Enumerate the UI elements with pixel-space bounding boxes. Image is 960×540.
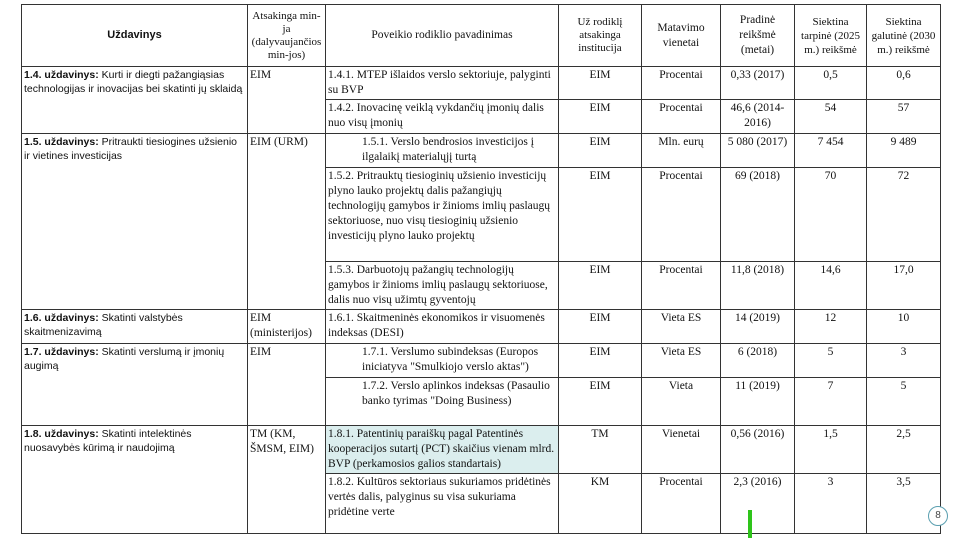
indicator-target-2030: 17,0 [867, 262, 941, 310]
indicator-baseline: 46,6 (2014-2016) [721, 100, 795, 134]
indicator-target-2025: 12 [795, 310, 867, 344]
indicator-institution: EIM [559, 67, 642, 100]
indicator-baseline: 2,3 (2016) [721, 474, 795, 534]
indicator-unit: Vienetai [642, 426, 721, 474]
header-indicator-institution: Už rodiklį atsakinga institucija [559, 5, 642, 67]
task-label: 1.5. uždavinys: [24, 136, 99, 148]
task-institution: EIM (ministerijos) [248, 310, 326, 344]
indicator-target-2025: 14,6 [795, 262, 867, 310]
indicator-baseline: 5 080 (2017) [721, 134, 795, 168]
indicator-baseline: 0,33 (2017) [721, 67, 795, 100]
indicator-unit: Procentai [642, 474, 721, 534]
table-row [22, 134, 941, 168]
indicator-name: 1.4.1. MTEP išlaidos verslo sektoriuje, palyginti su BVP [326, 67, 559, 100]
header-indicator: Poveikio rodiklio pavadinimas [326, 5, 559, 67]
indicator-name: 1.6.1. Skaitmeninės ekonomikos ir visuomenės indeksas (DESI) [326, 310, 559, 344]
header-target-2030: Siektina galutinė (2030 m.) reikšmė [867, 5, 941, 67]
indicator-target-2025: 0,5 [795, 67, 867, 100]
indicator-target-2025: 54 [795, 100, 867, 134]
indicator-name: 1.4.2. Inovacinę veiklą vykdančių įmonių dalis nuo visų įmonių [326, 100, 559, 134]
indicator-target-2030: 2,5 [867, 426, 941, 474]
indicator-institution: EIM [559, 262, 642, 310]
indicator-table [21, 4, 941, 534]
indicator-institution: EIM [559, 168, 642, 262]
task-institution: EIM [248, 344, 326, 426]
task-text: Skatinti verslumą ir įmonių augimą [24, 346, 225, 372]
table-row [22, 310, 941, 344]
indicator-institution: EIM [559, 344, 642, 378]
indicator-institution: KM [559, 474, 642, 534]
task-text: Kurti ir diegti pažangiąsias technologijas ir inovacijas bei skatinti jų sklaidą [24, 69, 243, 95]
header-baseline: Pradinė reikšmė (metai) [721, 5, 795, 67]
indicator-name: 1.8.2. Kultūros sektoriaus sukuriamos pridėtinės vertės dalis, palyginus su visa sukuriama pridėtine verte [326, 474, 559, 534]
indicator-name: 1.5.2. Pritrauktų tiesioginių užsienio investicijų plyno lauko projektų dalis pažangiųjų technologijų gamybos ir žinioms imlių paslaugų sektoriuose, nuo visų tiesioginių užsienio investicijų plyno lauko projektų [326, 168, 559, 262]
indicator-target-2030: 0,6 [867, 67, 941, 100]
indicator-baseline: 0,56 (2016) [721, 426, 795, 474]
indicator-baseline: 6 (2018) [721, 344, 795, 378]
indicator-institution: EIM [559, 310, 642, 344]
indicator-unit: Procentai [642, 67, 721, 100]
header-row [22, 5, 941, 67]
task-text: Skatinti valstybės skaitmenizavimą [24, 312, 183, 338]
task-cell [22, 344, 248, 426]
indicator-name: 1.5.1. Verslo bendrosios investicijos į ilgalaikį materialųjį turtą [326, 134, 559, 168]
indicator-unit: Mln. eurų [642, 134, 721, 168]
task-institution: TM (KM, ŠMSM, EIM) [248, 426, 326, 534]
header-unit: Matavimo vienetai [642, 5, 721, 67]
indicator-unit: Procentai [642, 262, 721, 310]
indicator-target-2025: 7 454 [795, 134, 867, 168]
indicator-unit: Procentai [642, 168, 721, 262]
indicator-institution: EIM [559, 378, 642, 426]
table-row [22, 67, 941, 100]
task-institution: EIM [248, 67, 326, 134]
indicator-institution: EIM [559, 134, 642, 168]
table-row [22, 426, 941, 474]
task-cell [22, 310, 248, 344]
page-number-badge: 8 [928, 506, 948, 526]
indicator-target-2030: 10 [867, 310, 941, 344]
indicator-unit: Vieta ES [642, 344, 721, 378]
task-cell [22, 67, 248, 134]
indicator-table-page [21, 4, 940, 534]
indicator-name: 1.7.2. Verslo aplinkos indeksas (Pasaulio banko tyrimas "Doing Business) [326, 378, 559, 426]
task-cell [22, 134, 248, 310]
indicator-baseline: 69 (2018) [721, 168, 795, 262]
table-row [22, 344, 941, 378]
task-cell [22, 426, 248, 534]
task-text: Pritraukti tiesiogines užsienio ir vietines investicijas [24, 136, 238, 162]
indicator-baseline: 11,8 (2018) [721, 262, 795, 310]
task-institution: EIM (URM) [248, 134, 326, 310]
indicator-target-2030: 72 [867, 168, 941, 262]
task-text: Skatinti intelektinės nuosavybės kūrimą ir naudojimą [24, 428, 192, 454]
indicator-target-2025: 5 [795, 344, 867, 378]
indicator-unit: Vieta [642, 378, 721, 426]
indicator-target-2030: 3,5 [867, 474, 941, 534]
indicator-target-2025: 1,5 [795, 426, 867, 474]
header-task: Uždavinys [22, 5, 248, 67]
task-label: 1.7. uždavinys: [24, 346, 99, 358]
indicator-target-2030: 57 [867, 100, 941, 134]
task-label: 1.8. uždavinys: [24, 428, 99, 440]
indicator-name: 1.8.1. Patentinių paraiškų pagal Patentinės kooperacijos sutartį (PCT) skaičius vienam mlrd. BVP (perkamosios galios standartais) [326, 426, 559, 474]
green-marker [748, 510, 752, 538]
task-label: 1.4. uždavinys: [24, 69, 99, 81]
indicator-target-2030: 3 [867, 344, 941, 378]
header-target-2025: Siektina tarpinė (2025 m.) reikšmė [795, 5, 867, 67]
indicator-unit: Vieta ES [642, 310, 721, 344]
indicator-baseline: 11 (2019) [721, 378, 795, 426]
indicator-target-2025: 7 [795, 378, 867, 426]
task-label: 1.6. uždavinys: [24, 312, 99, 324]
indicator-target-2030: 9 489 [867, 134, 941, 168]
indicator-institution: TM [559, 426, 642, 474]
indicator-name: 1.7.1. Verslumo subindeksas (Europos iniciatyva "Smulkiojo verslo aktas") [326, 344, 559, 378]
indicator-institution: EIM [559, 100, 642, 134]
header-institution: Atsakinga min-ja (dalyvaujančios min-jos) [248, 5, 326, 67]
indicator-target-2025: 3 [795, 474, 867, 534]
indicator-name: 1.5.3. Darbuotojų pažangių technologijų gamybos ir žinioms imlių paslaugų sektoriuose, dalis nuo visų užimtų gyventojų [326, 262, 559, 310]
indicator-baseline: 14 (2019) [721, 310, 795, 344]
indicator-target-2030: 5 [867, 378, 941, 426]
indicator-target-2025: 70 [795, 168, 867, 262]
indicator-unit: Procentai [642, 100, 721, 134]
